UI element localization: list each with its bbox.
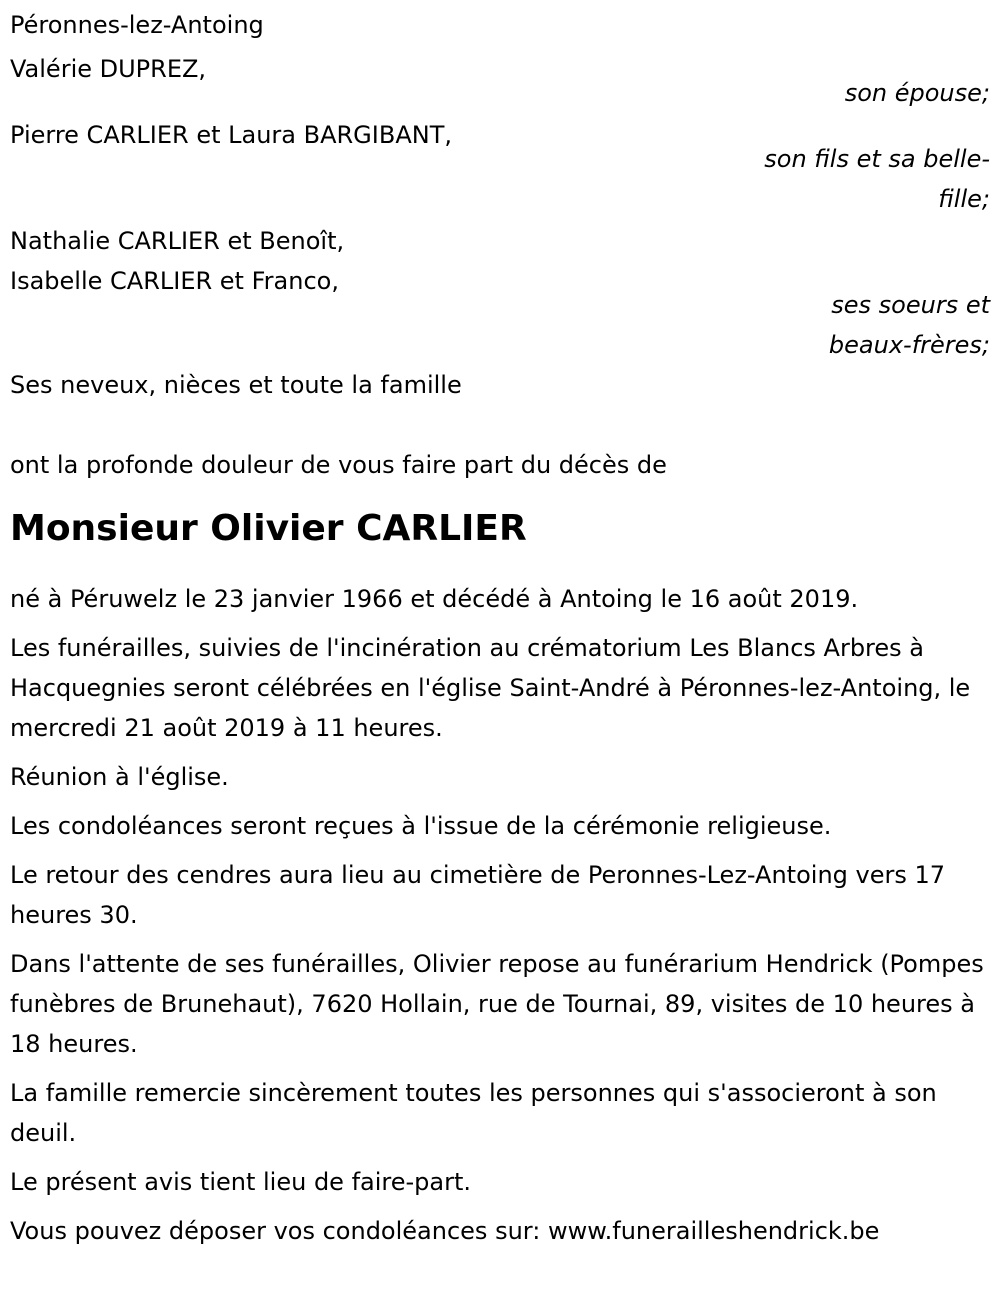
condolences-paragraph: Les condoléances seront reçues à l'issue de la cérémonie religieuse. (10, 812, 832, 840)
family-group-sisters (10, 221, 990, 365)
family-names: Valérie DUPREZ, (10, 55, 207, 83)
family-group-spouse (10, 49, 990, 113)
family-relation: beaux-frères; (828, 331, 990, 359)
family-names: Ses neveux, nièces et toute la famille (10, 371, 462, 399)
ashes-paragraph: Le retour des cendres aura lieu au cimetière de Peronnes-Lez-Antoing vers 17 heures 30. (10, 861, 946, 929)
thanks-paragraph: La famille remercie sincèrement toutes les personnes qui s'associeront à son deuil. (10, 1079, 937, 1147)
family-names: Isabelle CARLIER et Franco, (10, 267, 339, 295)
notice-paragraph: Le présent avis tient lieu de faire-part. (10, 1168, 472, 1196)
online-condolences-paragraph: Vous pouvez déposer vos condoléances sur: www.funerailleshendrick.be (10, 1217, 880, 1245)
location-heading: Péronnes-lez-Antoing (10, 11, 264, 39)
family-names: Pierre CARLIER et Laura BARGIBANT, (10, 121, 452, 149)
meeting-paragraph: Réunion à l'église. (10, 763, 229, 791)
birth-death-paragraph: né à Péruwelz le 23 janvier 1966 et décédé à Antoing le 16 août 2019. (10, 585, 859, 613)
announcement-text: ont la profonde douleur de vous faire part du décès de (10, 451, 667, 479)
family-group-son (10, 115, 990, 219)
family-relation: ses soeurs et (831, 291, 990, 319)
family-names: Nathalie CARLIER et Benoît, (10, 227, 345, 255)
details-section (10, 579, 990, 1251)
deceased-name: Monsieur Olivier CARLIER (10, 508, 527, 549)
funeral-paragraph: Les funérailles, suivies de l'incinération au crématorium Les Blancs Arbres à Hacquegnies seront célébrées en l'église Saint-André à Péronnes-lez-Antoing, le mercredi 21 août 2019 à 11 heures. (10, 634, 971, 742)
family-relation: son fils et sa belle- (764, 145, 990, 173)
visitation-paragraph: Dans l'attente de ses funérailles, Olivier repose au funérarium Hendrick (Pompes funèbres de Brunehaut), 7620 Hollain, rue de Tournai, 89, visites de 10 heures à 18 heures. (10, 950, 984, 1058)
family-group-extended (10, 365, 990, 405)
obituary-notice (10, 5, 990, 1260)
family-relation: son épouse; (844, 79, 990, 107)
family-relation: fille; (938, 185, 990, 213)
